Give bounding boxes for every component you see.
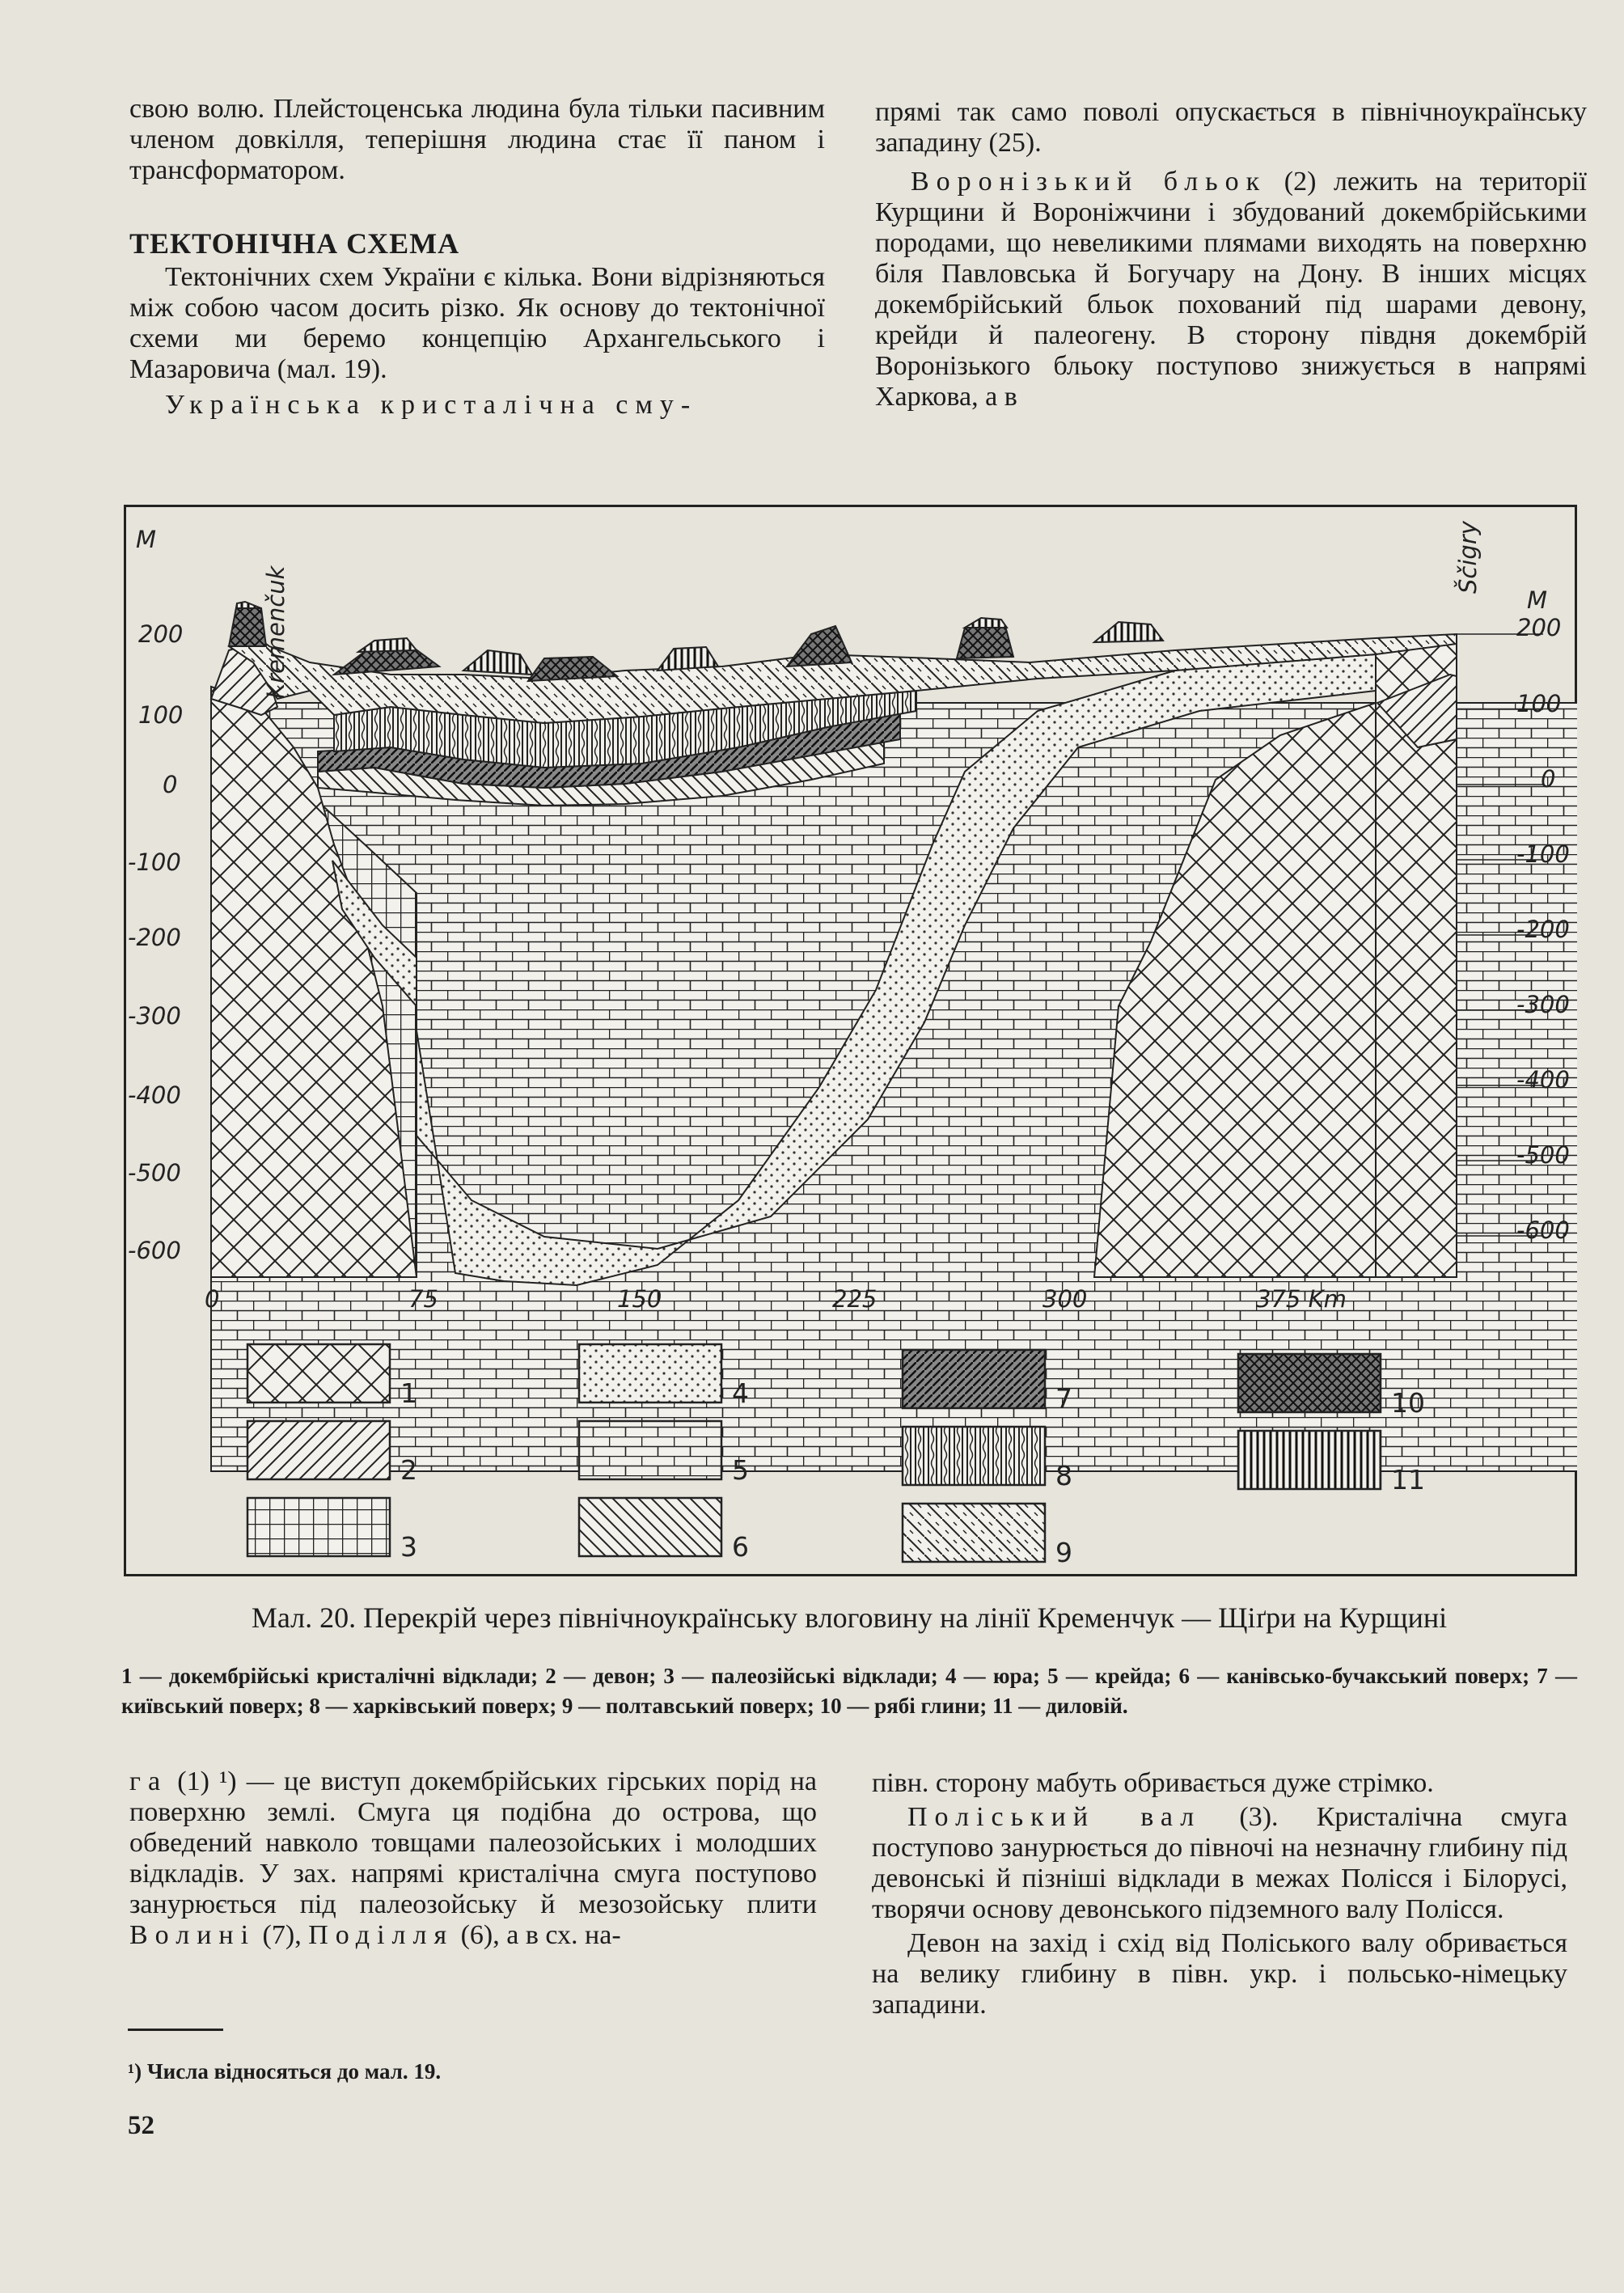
y-tick: -500 bbox=[1516, 1141, 1570, 1169]
y-tick: -100 bbox=[1516, 840, 1570, 868]
page-number: 52 bbox=[128, 2111, 154, 2140]
y-tick: 100 bbox=[138, 701, 184, 729]
y-tick: -600 bbox=[1516, 1216, 1570, 1244]
top-right-column bbox=[875, 97, 1587, 412]
legend-swatch-5 bbox=[579, 1421, 721, 1479]
y-axis-left bbox=[128, 526, 183, 1264]
place-label-left: Kremenčuk bbox=[262, 565, 290, 699]
paragraph: (2) лежить на території Курщини й Вороніжчини і збудований докембрійськими породами, що невеликими плямами виходять на поверхню біля Павловська й Богучару на Дону. В інших місцях докембрійський бльок похований під шарами девону, крейди й палеогену. В сторону півдня докембрій Воронізького бльоку поступово знижується в напрямі Харкова, а в bbox=[875, 167, 1587, 412]
legend-swatch-10 bbox=[1238, 1354, 1381, 1412]
legend-swatch-1 bbox=[247, 1344, 390, 1402]
paragraph: Тектонічних схем України є кілька. Вони відрізняються між собою часом досить різко. Як основу до тектонічної схеми ми беремо концепцію Архангельського і Мазаровича (мал. 19). bbox=[129, 262, 825, 384]
paragraph-mid: (7), bbox=[262, 1920, 302, 1950]
y-axis-unit: M bbox=[136, 526, 157, 553]
continuation-text: прямі так само поволі опускається в північноукраїнську западину (25). bbox=[875, 97, 1587, 158]
legend-label: 10 bbox=[1391, 1387, 1425, 1419]
legend-swatch-4 bbox=[579, 1344, 721, 1402]
y-tick: -300 bbox=[1516, 991, 1570, 1018]
legend-label: 3 bbox=[400, 1531, 417, 1563]
legend-swatch-11 bbox=[1238, 1431, 1381, 1489]
paragraph-end: (6), а в сх. на- bbox=[460, 1920, 621, 1950]
top-left-column bbox=[129, 94, 825, 421]
x-tick: 150 bbox=[617, 1285, 662, 1313]
footnote-divider bbox=[128, 2029, 223, 2031]
legend-label: 6 bbox=[732, 1531, 749, 1563]
legend-swatch-7 bbox=[903, 1350, 1045, 1408]
legend-swatch-3 bbox=[247, 1498, 390, 1556]
x-tick: 75 bbox=[408, 1285, 438, 1313]
legend-label: 5 bbox=[732, 1454, 749, 1486]
y-tick: -200 bbox=[128, 924, 181, 951]
figure-caption: Мал. 20. Перекрій через північноукраїнську влоговину на лінії Кременчук — Щіґри на Курщині bbox=[251, 1601, 1448, 1634]
y-tick: 200 bbox=[1516, 614, 1562, 641]
legend-swatch-2 bbox=[247, 1421, 390, 1479]
spaced-term: Поліський вал bbox=[907, 1802, 1202, 1832]
continuation-text: свою волю. Плейстоценська людина була тільки пасивним членом довкілля, теперішня людина стає її паном і трансформатором. bbox=[129, 94, 825, 185]
y-tick: 100 bbox=[1516, 690, 1562, 717]
legend-label: 11 bbox=[1391, 1464, 1425, 1496]
section-body bbox=[211, 602, 1577, 1471]
legend-label: 7 bbox=[1055, 1383, 1072, 1415]
legend-swatch-9 bbox=[903, 1504, 1045, 1562]
legend-label: 8 bbox=[1055, 1460, 1072, 1491]
legend-explanation: 1 — докембрійські кристалічні відклади; 2 — девон; 3 — палеозійські відклади; 4 — юра; 5 — крейда; 6 — канівсько-бучакський поверх; 7 — київський поверх; 8 — харківський поверх; 9 — полтавський поверх; 10 — рябі глини; 11 — диловій. bbox=[121, 1664, 1577, 1718]
spaced-term: Воронізький бльок bbox=[911, 167, 1267, 197]
spaced-lead-text: Українська кристалічна сму- bbox=[165, 390, 698, 420]
y-tick: 0 bbox=[1541, 765, 1556, 793]
x-tick: 375 Km bbox=[1256, 1285, 1347, 1313]
place-label-right: Ščigry bbox=[1454, 521, 1482, 594]
y-tick: 0 bbox=[163, 771, 178, 798]
continuation-text: півн. сторону мабуть обривається дуже стрімко. bbox=[872, 1768, 1434, 1798]
y-tick: -600 bbox=[128, 1237, 181, 1264]
y-tick: -200 bbox=[1516, 916, 1570, 943]
spaced-lead: га bbox=[129, 1766, 168, 1796]
legend-label: 4 bbox=[732, 1377, 749, 1409]
paragraph: (1) ¹) — це виступ докембрійських гірських порід на поверхню землі. Смуга ця подібна до острова, що обведений навколо товщами палеозойських і молодших відкладів. У зах. напрямі кристалічна смуга поступово занурюється під палеозойську й мезозойську плити bbox=[129, 1766, 817, 1919]
spaced-podillia: Поділля bbox=[308, 1920, 455, 1950]
geological-cross-section bbox=[124, 505, 1577, 1576]
y-tick: -500 bbox=[128, 1159, 181, 1187]
paragraph: (3). Кристалічна смуга поступово занурюється до півночі на незначну глибину під девонські й пізніші відклади в межах Полісся і Білорусі, творячи основу девонського підземного валу Полісся. bbox=[872, 1802, 1567, 1924]
bottom-left-column bbox=[129, 1766, 817, 1951]
y-axis-unit: M bbox=[1527, 586, 1548, 614]
x-tick: 300 bbox=[1042, 1285, 1088, 1313]
legend-label: 9 bbox=[1055, 1537, 1072, 1568]
x-tick: 225 bbox=[832, 1285, 878, 1313]
legend-label: 1 bbox=[400, 1377, 417, 1409]
footnote: ¹) Числа відносяться до мал. 19. bbox=[128, 2059, 442, 2084]
bottom-right-column bbox=[872, 1768, 1567, 2020]
y-tick: -400 bbox=[128, 1081, 181, 1109]
y-tick: -400 bbox=[1516, 1066, 1570, 1094]
paragraph-3: Девон на захід і схід від Поліського валу обривається на велику глибину в півн. укр. і польсько-німецьку западини. bbox=[872, 1928, 1567, 2020]
x-tick: 0 bbox=[205, 1285, 220, 1313]
legend-swatch-6 bbox=[579, 1498, 721, 1556]
section-heading: ТЕКТОНІЧНА СХЕМА bbox=[129, 227, 460, 260]
spaced-volyn: Волині bbox=[129, 1920, 256, 1950]
legend-label: 2 bbox=[400, 1454, 417, 1486]
legend-swatch-8 bbox=[903, 1427, 1045, 1485]
y-tick: -300 bbox=[128, 1002, 181, 1030]
y-tick: 200 bbox=[138, 620, 184, 648]
y-tick: -100 bbox=[128, 848, 181, 876]
